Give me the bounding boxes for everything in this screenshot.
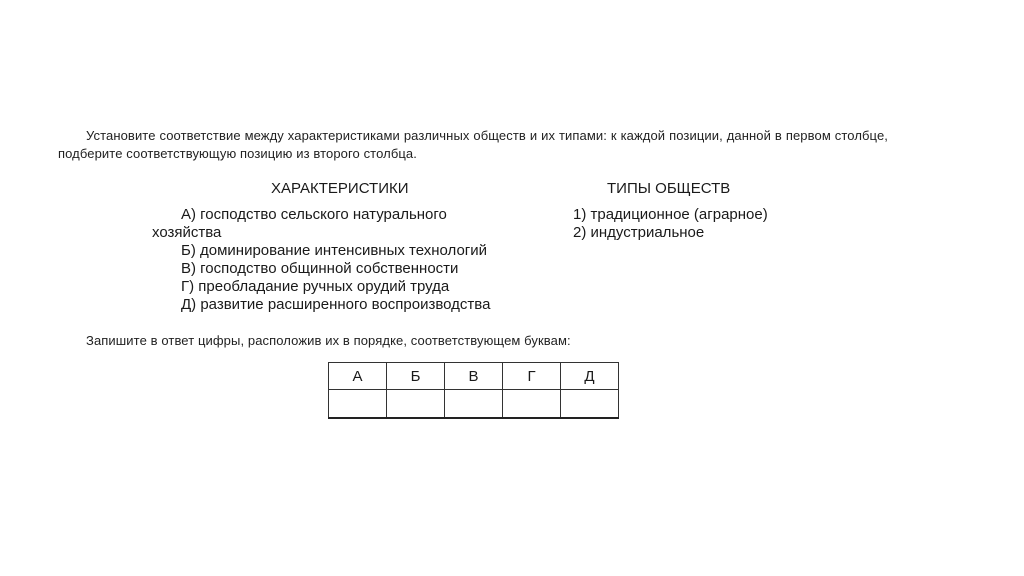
answer-value-cell[interactable] xyxy=(445,390,503,419)
characteristic-item-v: В) господство общинной собственности xyxy=(181,260,459,277)
answer-letter-cell: Г xyxy=(503,363,561,390)
characteristic-item-a: А) господство сельского натурального хозяйства xyxy=(152,206,447,241)
characteristics-heading: ХАРАКТЕРИСТИКИ xyxy=(271,180,409,197)
answer-values-row xyxy=(329,390,619,419)
answer-instruction: Запишите в ответ цифры, расположив их в порядке, соответствующем буквам: xyxy=(86,333,571,348)
answer-letters-row xyxy=(329,363,619,390)
answer-value-cell[interactable] xyxy=(329,390,387,419)
task-instruction: Установите соответствие между характеристиками различных обществ и их типами: к каждой позиции, данной в первом столбце, подберите соответствующую позицию из второго столбца. xyxy=(58,128,888,161)
characteristic-item-b: Б) доминирование интенсивных технологий xyxy=(181,242,488,259)
characteristic-item-g: Г) преобладание ручных орудий труда xyxy=(181,278,450,295)
answer-letter-cell: Д xyxy=(561,363,619,390)
answer-letter-cell: Б xyxy=(387,363,445,390)
answer-table xyxy=(328,362,619,419)
answer-letter-cell: В xyxy=(445,363,503,390)
society-type-item-1: 1) традиционное (аграрное) xyxy=(573,206,768,223)
society-type-item-2: 2) индустриальное xyxy=(573,224,705,241)
characteristics-list xyxy=(152,206,532,314)
answer-value-cell[interactable] xyxy=(561,390,619,419)
characteristic-item-d: Д) развитие расширенного воспроизводства xyxy=(181,296,491,313)
answer-value-cell[interactable] xyxy=(387,390,445,419)
society-types-heading: ТИПЫ ОБЩЕСТВ xyxy=(607,180,731,197)
answer-value-cell[interactable] xyxy=(503,390,561,419)
answer-letter-cell: А xyxy=(329,363,387,390)
society-types-list xyxy=(573,206,833,242)
